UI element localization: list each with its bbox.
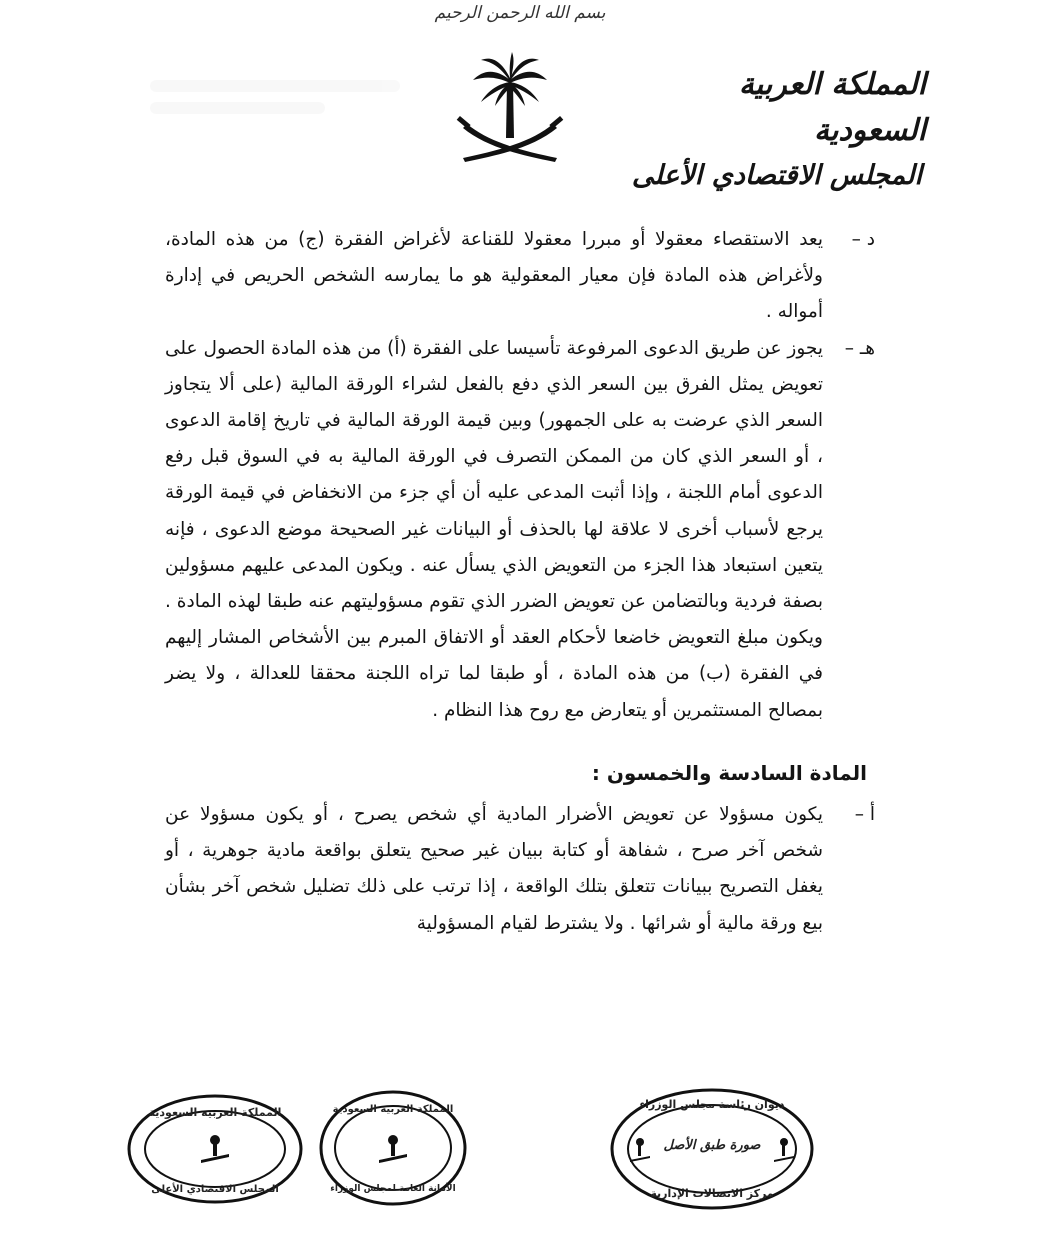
article-heading: المادة السادسة والخمسون : (591, 760, 867, 785)
paragraph-text: يعد الاستقصاء معقولا أو مبررا معقولا للقناعة لأغراض الفقرة (ج) من هذه المادة، ولأغراض هذه المادة فإن معيار المعقولية هو ما يمارسه الشخص الحريص في إدارة أمواله . (165, 229, 823, 323)
stamp-bottom-text: الأمانة العامة لمجلس الوزراء (330, 1184, 456, 1194)
paragraph-h (165, 331, 875, 729)
palm-and-swords-emblem (455, 50, 565, 175)
stamp-bottom-text: المجلس الاقتصادي الأعلى (151, 1184, 279, 1195)
official-stamp (318, 1088, 468, 1208)
official-stamp (608, 1086, 816, 1212)
paragraph-a (165, 797, 875, 942)
paragraph-marker: أ – (854, 804, 875, 826)
basmala: بسم الله الرحمن الرحيم (434, 3, 606, 23)
document-body (165, 222, 875, 942)
paragraph-d (165, 222, 875, 331)
stamp-top-text: المملكة العربية السعودية (332, 1104, 454, 1115)
stamp-center-text: صورة طبق الأصل (663, 1138, 761, 1153)
letterhead (626, 62, 926, 198)
paragraph-text: يكون مسؤولا عن تعويض الأضرار المادية أي شخص يصرح ، أو يكون مسؤولا عن شخص آخر صرح ، شفاهة أو كتابة ببيان غير صحيح يتعلق بواقعة مادية جوهرية ، أو يغفل التصريح ببيانات تتعلق بتلك الواقعة ، إذا ترتب على ذلك تضليل شخص آخر بشأن بيع ورقة مالية أو شرائها . ولا يشترط لقيام المسؤولية (165, 804, 823, 934)
bleed-through-text (150, 70, 400, 140)
stamp-bottom-text: مركز الاتصالات الإدارية (650, 1187, 774, 1200)
stamp-top-text: ديوان رئاسة مجلس الوزراء (639, 1098, 785, 1111)
paragraph-marker: هـ – (844, 337, 875, 359)
paragraph-text: يجوز عن طريق الدعوى المرفوعة تأسيسا على الفقرة (أ) من هذه المادة الحصول على تعويض يمثل الفرق بين السعر الذي دفع بالفعل لشراء الورقة المالية (على ألا يتجاوز السعر الذي عرضت به على الجمهور) وبين قيمة الورقة المالية في تاريخ إقامة الدعوى ، أو السعر الذي كان من الممكن التصرف في الورقة المالية به في السوق قبل رفع الدعوى أمام اللجنة ، وإذا أثبت المدعى عليه أن أي جزء من الانخفاض في قيمة الورقة يرجع لأسباب أخرى لا علاقة لها بالحذف أو البيانات غير الصحيحة موضع الدعوى ، فإنه يتعين استبعاد هذا الجزء من التعويض الذي يسأل عنه . ويكون المدعى عليهم مسؤولين بصفة فردية وبالتضامن عن تعويض الضرر الذي تقوم مسؤوليتهم عنه طبقا لهذه المادة . ويكون مبلغ التعويض خاضعا لأحكام العقد أو الاتفاق المبرم بين الأشخاص المشار إليهم في الفقرة (ب) من هذه المادة ، أو طبقا لما تراه اللجنة محققا للعدالة ، ولا يضر بمصالح المستثمرين أو يتعارض مع روح هذا النظام . (165, 337, 823, 721)
org-line-1: المملكة العربية السعودية (738, 67, 926, 148)
stamp-top-text: المملكة العربية السعودية (148, 1106, 282, 1119)
paragraph-marker: د – (851, 229, 875, 250)
org-line-2: المجلس الاقتصادي الأعلى (631, 160, 922, 191)
official-stamp (125, 1092, 305, 1207)
